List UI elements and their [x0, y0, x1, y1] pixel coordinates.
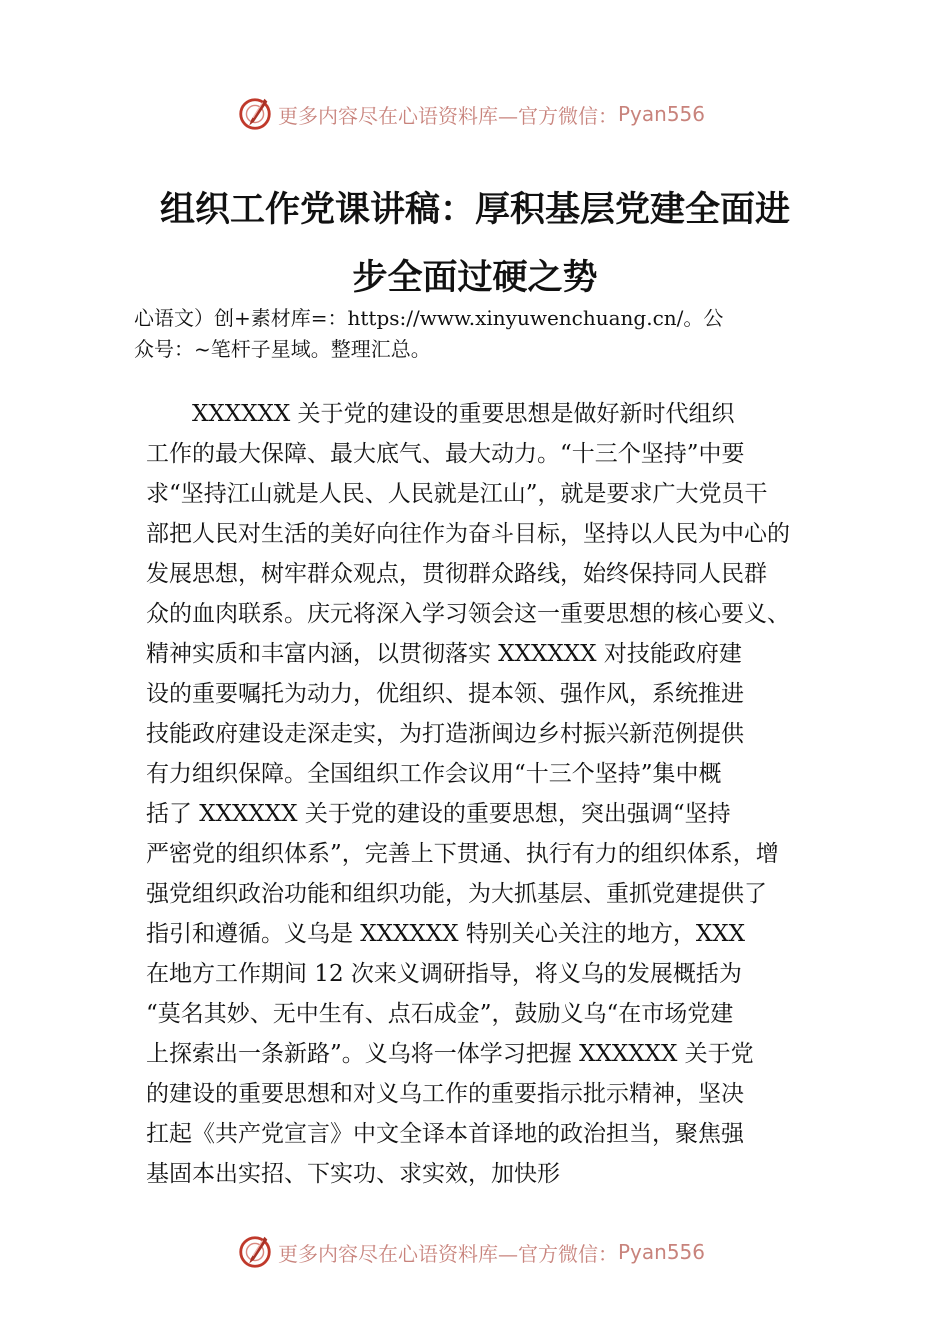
header-banner	[236, 94, 756, 134]
document-title-line-2: 步全面过硬之势	[352, 257, 598, 298]
body-line: 求“坚持江山就是人民、人民就是江山”，就是要求广大党员干	[146, 481, 768, 507]
header-banner-wechat-id: Pyan556	[618, 102, 706, 126]
body-line: 部把人民对生活的美好向往作为奋斗目标，坚持以人民为中心的	[146, 521, 790, 547]
document-title-line-1: 组织工作党课讲稿：厚积基层党建全面进	[159, 189, 790, 230]
body-line: 工作的最大保障、最大底气、最大动力。“十三个坚持”中要	[146, 441, 745, 467]
body-line: 众的血肉联系。庆元将深入学习领会这一重要思想的核心要义、	[146, 601, 790, 627]
footer-banner	[236, 1232, 756, 1272]
body-line: 技能政府建设走深走实，为打造浙闽边乡村振兴新范例提供	[146, 721, 744, 747]
body-line: 精神实质和丰富内涵，以贯彻落实 XXXXXX 对技能政府建	[146, 641, 742, 667]
body-line: 扛起《共产党宣言》中文全译本首译地的政治担当，聚焦强	[146, 1121, 744, 1147]
source-note-line-2: 众号：~笔杆子星域。整理汇总。	[134, 337, 431, 361]
body-line: 设的重要嘱托为动力，优组织、提本领、强作风，系统推进	[146, 681, 744, 707]
body-line: 强党组织政治功能和组织功能，为大抓基层、重抓党建提供了	[146, 881, 767, 907]
header-banner-text: 更多内容尽在心语资料库—官方微信：	[278, 103, 618, 128]
body-line: 的建设的重要思想和对义乌工作的重要指示批示精神，坚决	[146, 1081, 744, 1107]
source-note-line-1: 心语文）创+素材库=：https://www.xinyuwenchuang.cn/。公	[134, 306, 724, 330]
body-line: 发展思想，树牢群众观点，贯彻群众路线，始终保持同人民群	[146, 561, 767, 587]
body-line: XXXXXX 关于党的建设的重要思想是做好新时代组织	[146, 401, 735, 427]
footer-banner-text: 更多内容尽在心语资料库—官方微信：	[278, 1241, 618, 1266]
body-line: 指引和遵循。义乌是 XXXXXX 特别关心关注的地方，XXX	[146, 921, 745, 947]
body-line: 上探索出一条新路”。义乌将一体学习把握 XXXXXX 关于党	[146, 1041, 754, 1067]
body-line: 有力组织保障。全国组织工作会议用“十三个坚持”集中概	[146, 761, 722, 787]
body-line: 在地方工作期间 12 次来义调研指导，将义乌的发展概括为	[146, 961, 742, 987]
body-line: 括了 XXXXXX 关于党的建设的重要思想，突出强调“坚持	[146, 801, 731, 827]
body-line: “莫名其妙、无中生有、点石成金”，鼓励义乌“在市场党建	[146, 1001, 734, 1027]
quill-logo-icon	[236, 1233, 274, 1271]
body-line: 严密党的组织体系”，完善上下贯通、执行有力的组织体系，增	[146, 841, 779, 867]
footer-banner-wechat-id: Pyan556	[618, 1240, 706, 1264]
quill-logo-icon	[236, 95, 274, 133]
body-line: 基固本出实招、下实功、求实效，加快形	[146, 1161, 560, 1187]
